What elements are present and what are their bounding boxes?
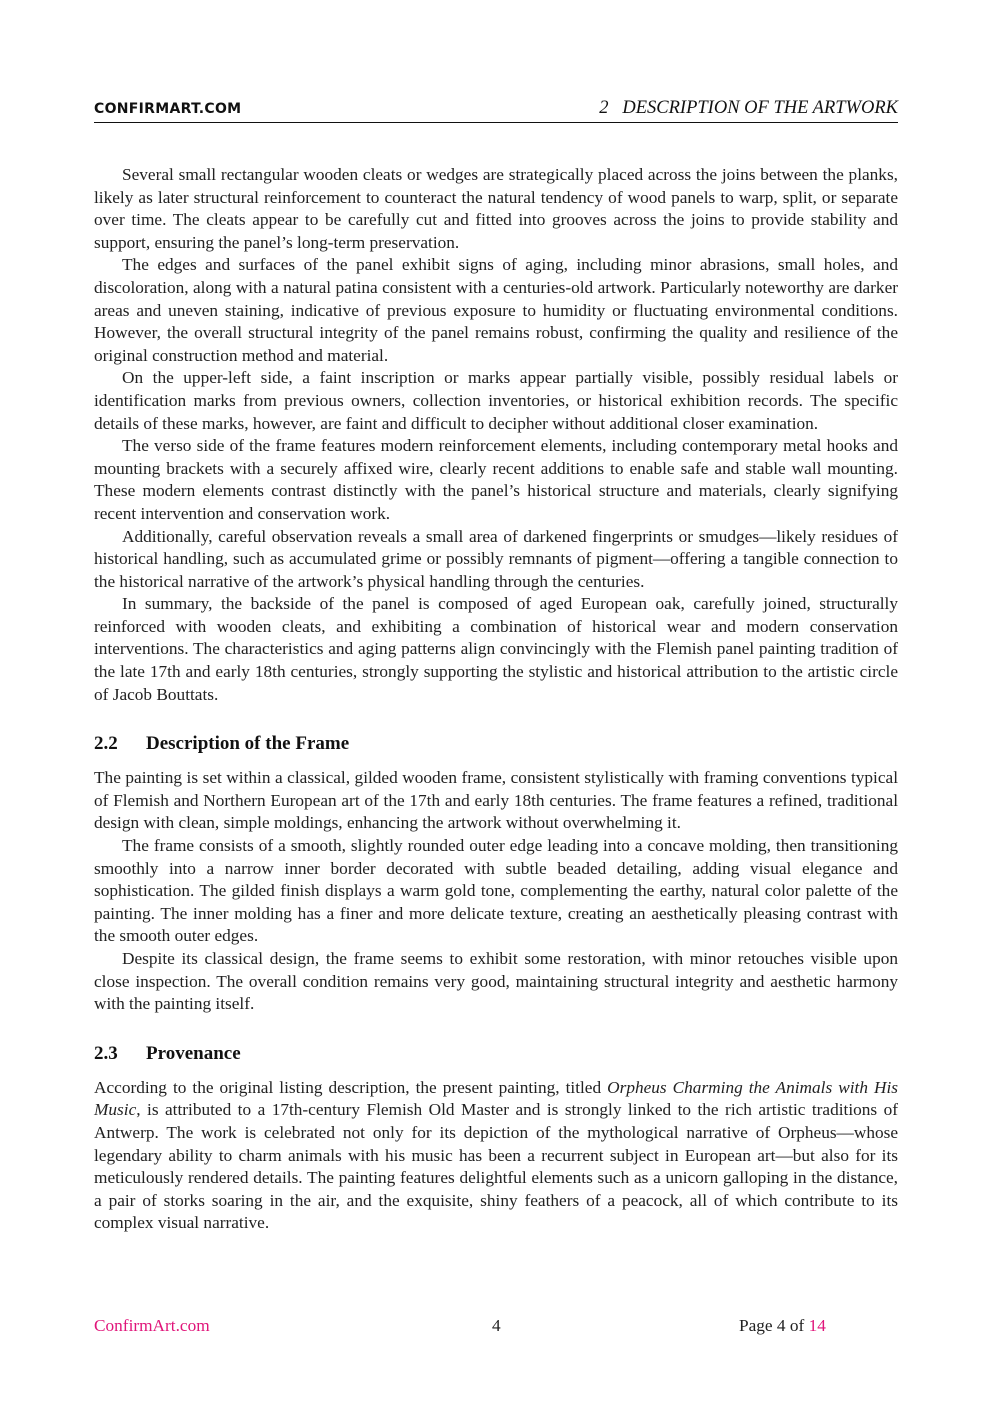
footer-page-number: 4 bbox=[492, 1316, 501, 1335]
footer-page-total[interactable]: 14 bbox=[808, 1316, 826, 1335]
footer-page-label: Page 4 of bbox=[739, 1316, 809, 1335]
paragraph: The painting is set within a classical, gilded wooden frame, consistent stylistically with framing conventions typical of Flemish and Northern European art of the 17th and early 18th centuries. The frame features a refined, traditional design with clean, simple moldings, enhancing the artwork without overwhelming it. bbox=[94, 768, 898, 833]
section-title: Description of the Frame bbox=[146, 733, 350, 755]
paragraph-text: According to the original listing description, the present painting, titled bbox=[94, 1077, 608, 1097]
paragraph: On the upper-left side, a faint inscription or marks appear partially visible, possibly residual labels or identification marks from previous owners, collection inventories, or historical exhibition records. The specific details of these marks, however, are faint and difficult to decipher without additional closer examination. bbox=[94, 368, 898, 433]
paragraph: Additionally, careful observation reveals a small area of darkened fingerprints or smudges—likely residues of historical handling, such as accumulated grime or possibly remnants of pigment—offering a tangible connection to the historical narrative of the artwork’s physical handling through the centuries. bbox=[94, 526, 898, 591]
paragraph: The edges and surfaces of the panel exhibit signs of aging, including minor abrasions, small holes, and discoloration, along with a natural patina consistent with a centuries-old artwork. Particularly noteworthy are darker areas and uneven staining, indicative of previous exposure to humidity or fluctuating environmental conditions. However, the overall structural integrity of the panel remains robust, confirming the quality and resilience of the original construction method and material. bbox=[94, 255, 898, 365]
header-section-title bbox=[599, 98, 898, 119]
section-number: 2.3 bbox=[94, 1042, 118, 1064]
body-text bbox=[94, 164, 898, 1235]
section-title: Provenance bbox=[146, 1042, 241, 1064]
footer-site-link[interactable]: ConfirmArt.com bbox=[94, 1316, 210, 1335]
paragraph: In summary, the backside of the panel is composed of aged European oak, carefully joined, structurally reinforced with wooden cleats, and exhibiting a combination of historical wear and modern conservation interventions. The characteristics and aging patterns align convincingly with the Flemish panel painting tradition of the late 17th and early 18th centuries, strongly supporting the stylistic and historical attribution to the artistic circle of Jacob Bouttats. bbox=[94, 594, 898, 704]
paragraph bbox=[94, 1077, 898, 1235]
running-header bbox=[94, 98, 898, 123]
site-logo: CONFIRMART.COM bbox=[94, 101, 242, 117]
paragraph: Several small rectangular wooden cleats or wedges are strategically placed across the joins between the planks, likely as later structural reinforcement to counteract the natural tendency of wood panels to warp, split, or separate over time. The cleats appear to be carefully cut and fitted into grooves across the joins to provide stability and support, ensuring the panel’s long-term preservation. bbox=[94, 165, 898, 252]
paragraph: Despite its classical design, the frame seems to exhibit some restoration, with minor retouches visible upon close inspection. The overall condition remains very good, maintaining structural integrity and aesthetic harmony with the painting itself. bbox=[94, 949, 898, 1014]
header-section-name: DESCRIPTION OF THE ARTWORK bbox=[622, 98, 898, 118]
footer-page-count bbox=[739, 1316, 826, 1336]
page-footer bbox=[94, 1316, 898, 1338]
header-section-number: 2 bbox=[599, 98, 609, 118]
paragraph: The verso side of the frame features modern reinforcement elements, including contemporary metal hooks and mounting brackets with a securely affixed wire, clearly recent additions to enable safe and stable wall mounting. These modern elements contrast distinctly with the panel’s historical structure and materials, clearly signifying recent intervention and conservation work. bbox=[94, 436, 898, 523]
artwork-title: Orpheus Charming the Animals with His Music bbox=[94, 1077, 898, 1120]
section-heading-provenance bbox=[94, 1042, 898, 1066]
section-number: 2.2 bbox=[94, 733, 118, 755]
section-heading-frame bbox=[94, 732, 898, 756]
paragraph-text: , is attributed to a 17th-century Flemish Old Master and is strongly linked to the rich artistic traditions of Antwerp. The work is celebrated not only for its depiction of the mythological narrative of Orpheus—whose legendary ability to charm animals with his music has been a recurrent subject in European art—but also for its meticulously rendered details. The painting features delightful elements such as a unicorn galloping in the distance, a pair of storks soaring in the air, and the exquisite, shiny feathers of a peacock, all of which contribute to its complex visual narrative. bbox=[94, 1100, 898, 1233]
paragraph: The frame consists of a smooth, slightly rounded outer edge leading into a concave molding, then transitioning smoothly into a narrow inner border decorated with subtle beaded detailing, adding visual elegance and sophistication. The gilded finish displays a warm gold tone, complementing the earthy, natural color palette of the painting. The inner molding has a finer and more delicate texture, creating an aesthetically pleasing contrast with the smooth outer edges. bbox=[94, 836, 898, 946]
